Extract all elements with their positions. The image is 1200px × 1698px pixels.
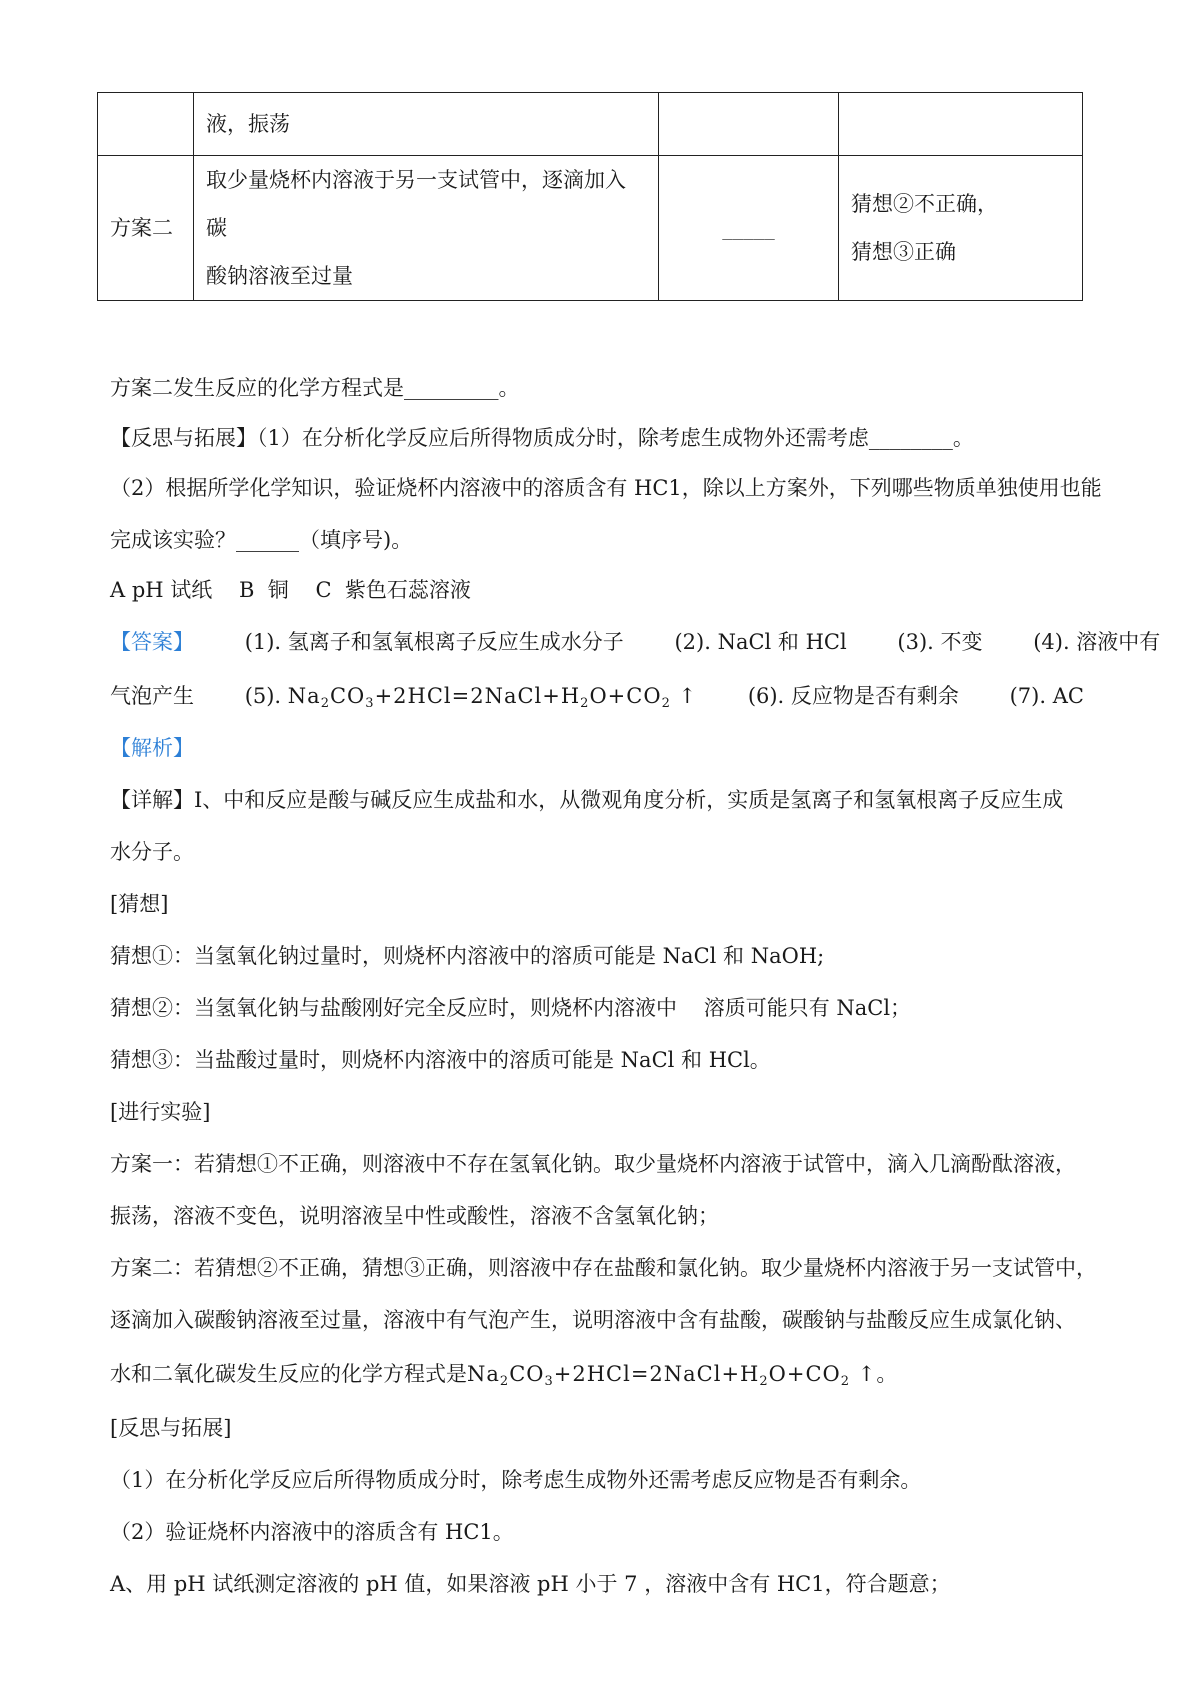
answer-options: A pH 试纸 B 铜 C 紫色石蕊溶液 (110, 578, 471, 602)
guess-line: 猜想①：当氢氧化钠过量时，则烧杯内溶液中的溶质可能是 NaCl 和 NaOH; (110, 944, 825, 968)
detail-line: 【详解】Ⅰ、中和反应是酸与碱反应生成盐和水，从微观角度分析，实质是氢离子和氢氧根离子反应生成 (110, 788, 1064, 812)
question-reflection-2-line1: （2）根据所学化学知识，验证烧杯内溶液中的溶质含有 HC1，除以上方案外，下列哪些物质单独使用也能 (110, 476, 1102, 500)
answer-label: 【答案】 (110, 630, 194, 654)
table-cell-conclusion (839, 156, 1083, 301)
table-cell-plan-label: 方案二 (98, 156, 194, 301)
procedure-line: 酸钠溶液至过量 (206, 264, 353, 288)
section-heading: [猜想] (110, 892, 169, 916)
answer-item: (4). 溶液中有 (1033, 630, 1161, 654)
plan-line-equation: 水和二氧化碳发生反应的化学方程式是$Na_2CO_3+2HCl=2NaCl+H_2O+CO_2$ ↑。 (110, 1362, 898, 1389)
answer-item: (2). NaCl 和 HCl (674, 630, 847, 654)
chemical-equation: $Na_2CO_3+2HCl=2NaCl+H_2O+CO_2$ ↑ (467, 1362, 877, 1389)
question-reflection-2-line2: 完成该实验？______（填序号)。 (110, 528, 413, 552)
reflect-line: （1）在分析化学反应后所得物质成分时，除考虑生成物外还需考虑反应物是否有剩余。 (110, 1468, 922, 1492)
procedure-line: 取少量烧杯内溶液于另一支试管中，逐滴加入碳 (206, 168, 626, 240)
section-heading: [进行实验] (110, 1100, 211, 1124)
question-equation: 方案二发生反应的化学方程式是_________。 (110, 376, 520, 400)
answer-item: (6). 反应物是否有剩余 (747, 684, 959, 708)
conclusion-line: 猜想②不正确， (851, 192, 998, 216)
table-cell (659, 93, 839, 156)
plan-line: 方案一：若猜想①不正确，则溶液中不存在氢氧化钠。取少量烧杯内溶液于试管中，滴入几滴酚酞溶液， (110, 1152, 1076, 1176)
detail-line: 水分子。 (110, 840, 194, 864)
experiment-table (97, 92, 1083, 301)
answer-item: (1). 氢离子和氢氧根离子反应生成水分子 (244, 630, 624, 654)
reflect-line: A、用 pH 试纸测定溶液的 pH 值，如果溶液 pH 小于 7 ，溶液中含有 HC1，符合题意； (110, 1572, 951, 1596)
table-cell: 液，振荡 (194, 93, 659, 156)
answer-item: (3). 不变 (897, 630, 983, 654)
chemical-equation: $Na_2CO_3+2HCl=2NaCl+H_2O+CO_2$ ↑ (287, 684, 698, 711)
plan-line: 振荡，溶液不变色，说明溶液呈中性或酸性，溶液不含氢氧化钠； (110, 1204, 719, 1228)
answer-item: (7). AC (1009, 684, 1084, 708)
question-reflection-1: 【反思与拓展】（1）在分析化学反应后所得物质成分时，除考虑生成物外还需考虑________。 (110, 426, 974, 450)
section-heading: [反思与拓展] (110, 1416, 232, 1440)
guess-line: 猜想②：当氢氧化钠与盐酸刚好完全反应时，则烧杯内溶液中 溶质可能只有 NaCl； (110, 996, 912, 1020)
answer-number: (5). (244, 684, 282, 708)
plan-line: 方案二：若猜想②不正确，猜想③正确，则溶液中存在盐酸和氯化钠。取少量烧杯内溶液于另一支试管中， (110, 1256, 1097, 1280)
table-cell (98, 93, 194, 156)
table-cell (839, 93, 1083, 156)
conclusion-line: 猜想③正确 (851, 240, 956, 264)
answer-line-1 (110, 614, 1161, 670)
plan-line: 逐滴加入碳酸钠溶液至过量，溶液中有气泡产生，说明溶液中含有盐酸，碳酸钠与盐酸反应生成氯化钠、 (110, 1308, 1076, 1332)
analysis-label: 【解析】 (110, 736, 194, 760)
guess-line: 猜想③：当盐酸过量时，则烧杯内溶液中的溶质可能是 NaCl 和 HCl。 (110, 1048, 771, 1072)
answer-item: 气泡产生 (110, 684, 194, 708)
table-row (98, 93, 1083, 156)
table-cell-phenomenon-blank: _____ (659, 156, 839, 301)
table-cell-procedure (194, 156, 659, 301)
table-row (98, 156, 1083, 301)
reflect-line: （2）验证烧杯内溶液中的溶质含有 HC1。 (110, 1520, 514, 1544)
